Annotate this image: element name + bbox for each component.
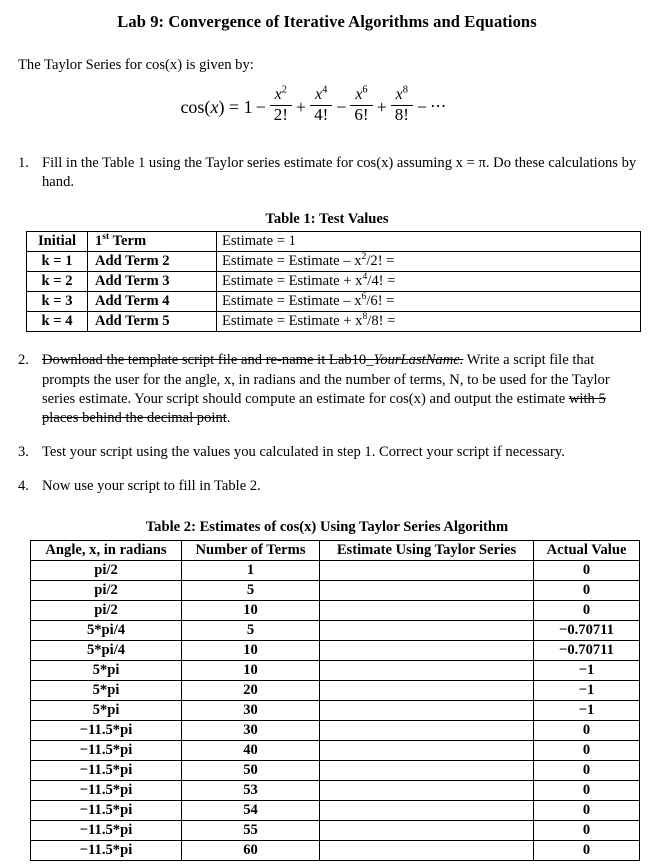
table2-cell-actual: 0	[534, 600, 640, 620]
equation-fraction-4	[391, 84, 413, 124]
taylor-series-equation	[0, 74, 654, 146]
table2-cell-terms: 30	[182, 720, 320, 740]
list-item-text: Test your script using the values you calculated in step 1. Correct your script if necessary.	[42, 444, 565, 461]
table2-cell-terms: 40	[182, 740, 320, 760]
table2-cell-angle: 5*pi/4	[31, 640, 182, 660]
equation-op-1: −	[255, 96, 266, 117]
table-row	[27, 232, 641, 252]
table2-cell-actual: −1	[534, 680, 640, 700]
table2-header-estimate: Estimate Using Taylor Series	[320, 540, 534, 560]
list-item-3	[0, 443, 654, 462]
table2-cell-terms: 20	[182, 680, 320, 700]
table2-cell-actual: −1	[534, 700, 640, 720]
table2-cell-actual: 0	[534, 820, 640, 840]
table-row	[31, 680, 640, 700]
table2-cell-estimate[interactable]	[320, 620, 534, 640]
table2-header-actual: Actual Value	[534, 540, 640, 560]
list-marker: 3.	[18, 444, 29, 461]
table1-caption: Table 1: Test Values	[265, 211, 389, 228]
table2-header-terms: Number of Terms	[182, 540, 320, 560]
equation-lhs: cos(x) = 1	[180, 96, 253, 117]
table-row	[31, 560, 640, 580]
table2-cell-angle: −11.5*pi	[31, 720, 182, 740]
table2-cell-estimate[interactable]	[320, 580, 534, 600]
table-row	[31, 660, 640, 680]
table2-cell-terms: 54	[182, 800, 320, 820]
table1-cell-term: Add Term 5	[88, 312, 217, 332]
table2-cell-terms: 5	[182, 620, 320, 640]
table2-cell-estimate[interactable]	[320, 760, 534, 780]
table2-cell-actual: −0.70711	[534, 640, 640, 660]
fraction-denominator: 8!	[394, 104, 409, 124]
table2-caption: Table 2: Estimates of cos(x) Using Taylor Series Algorithm	[145, 518, 509, 535]
table2-header-row	[31, 540, 640, 560]
table-row	[31, 800, 640, 820]
table2-cell-estimate[interactable]	[320, 820, 534, 840]
table2-cell-angle: 5*pi	[31, 680, 182, 700]
table-row	[27, 292, 641, 312]
equation-op-2: +	[295, 96, 307, 117]
table2-cell-terms: 60	[182, 840, 320, 860]
list-item-text: Fill in the Table 1 using the Taylor series estimate for cos(x) assuming x = π. Do these calculations by hand.	[42, 155, 637, 191]
table2-cell-terms: 1	[182, 560, 320, 580]
table-row	[31, 620, 640, 640]
list-marker: 4.	[18, 478, 29, 495]
fraction-denominator: 6!	[354, 104, 369, 124]
table2-cell-terms: 5	[182, 580, 320, 600]
table2-cell-terms: 50	[182, 760, 320, 780]
table1-cell-initial: k = 2	[27, 272, 88, 292]
table2-cell-actual: 0	[534, 760, 640, 780]
equation-op-4: +	[376, 96, 387, 117]
table-row	[27, 272, 641, 292]
table-row	[27, 312, 641, 332]
table2-cell-terms: 53	[182, 780, 320, 800]
table1-cell-term: 1st Term	[88, 232, 217, 252]
table1-cell-initial: k = 4	[27, 312, 88, 332]
table2-cell-angle: 5*pi	[31, 700, 182, 720]
table-row	[31, 840, 640, 860]
table2-cell-estimate[interactable]	[320, 800, 534, 820]
table2-cell-terms: 10	[182, 660, 320, 680]
fraction-denominator: 4!	[314, 104, 329, 124]
table2-cell-actual: 0	[534, 800, 640, 820]
table1	[26, 231, 641, 332]
table2-cell-terms: 30	[182, 700, 320, 720]
list-item-text-end: .	[226, 410, 231, 427]
table1-cell-initial: k = 3	[27, 292, 88, 312]
table2-cell-actual: 0	[534, 840, 640, 860]
table-row	[31, 720, 640, 740]
fraction-denominator: 2!	[273, 104, 288, 124]
table2-cell-angle: −11.5*pi	[31, 760, 182, 780]
list-item-text: Now use your script to fill in Table 2.	[42, 478, 261, 495]
table2-cell-angle: 5*pi/4	[31, 620, 182, 640]
table2-cell-actual: −0.70711	[534, 620, 640, 640]
fraction-numerator: $x^6$	[355, 84, 368, 103]
table-row	[31, 580, 640, 600]
table1-wrapper	[0, 228, 654, 332]
equation-ellipsis: ⋯	[430, 97, 448, 115]
table2-cell-estimate[interactable]	[320, 660, 534, 680]
table2-cell-angle: pi/2	[31, 600, 182, 620]
table1-cell-estimate: Estimate = Estimate + $x^8/8$! =	[217, 312, 641, 332]
table1-cell-term: Add Term 3	[88, 272, 217, 292]
table1-cell-estimate: Estimate = 1	[217, 232, 641, 252]
fraction-numerator: $x^2$	[274, 84, 288, 103]
table2-cell-estimate[interactable]	[320, 640, 534, 660]
equation-expression	[180, 84, 448, 125]
table-row	[31, 640, 640, 660]
table1-cell-initial: k = 1	[27, 252, 88, 272]
table2-cell-estimate[interactable]	[320, 600, 534, 620]
equation-op-3: −	[336, 96, 347, 117]
table-row	[27, 252, 641, 272]
table2-cell-actual: 0	[534, 580, 640, 600]
list-item-4	[0, 477, 654, 496]
table-row	[31, 820, 640, 840]
table2	[30, 540, 640, 861]
table-row	[31, 700, 640, 720]
table2-cell-terms: 10	[182, 600, 320, 620]
table1-cell-initial: Initial	[27, 232, 88, 252]
table2-cell-terms: 55	[182, 820, 320, 840]
table2-body	[31, 560, 640, 860]
table-row	[31, 780, 640, 800]
equation-fraction-2	[310, 84, 332, 124]
table2-cell-estimate[interactable]	[320, 680, 534, 700]
table2-cell-estimate[interactable]	[320, 740, 534, 760]
equation-op-trailing: −	[416, 96, 428, 117]
list-item-2	[0, 351, 654, 428]
equation-fraction-3	[350, 84, 372, 124]
table2-cell-angle: −11.5*pi	[31, 800, 182, 820]
struck-text-filename: Download the template script file and re-name it Lab10_YourLastName.	[42, 352, 464, 369]
table1-cell-estimate: Estimate = Estimate + $x^4/4$! =	[217, 272, 641, 292]
table2-cell-estimate[interactable]	[320, 780, 534, 800]
table2-cell-estimate[interactable]	[320, 700, 534, 720]
table2-cell-actual: 0	[534, 560, 640, 580]
table2-cell-angle: pi/2	[31, 580, 182, 600]
table2-cell-actual: 0	[534, 740, 640, 760]
list-item-text: Write a script file that prompts the user for the angle, x, in radians and the number of terms, N, to be used for the Taylor series estimate. Your script should compute an estimate for cos(x) and output the estimate	[42, 352, 610, 407]
list-item-1	[0, 154, 654, 192]
table2-cell-estimate[interactable]	[320, 840, 534, 860]
table2-cell-angle: −11.5*pi	[31, 780, 182, 800]
table2-cell-angle: pi/2	[31, 560, 182, 580]
table1-cell-term: Add Term 4	[88, 292, 217, 312]
table2-cell-estimate[interactable]	[320, 720, 534, 740]
table2-cell-terms: 10	[182, 640, 320, 660]
list-marker: 2.	[18, 352, 29, 369]
table2-cell-angle: −11.5*pi	[31, 740, 182, 760]
table-row	[31, 600, 640, 620]
table1-cell-term: Add Term 2	[88, 252, 217, 272]
table2-cell-actual: 0	[534, 720, 640, 740]
table2-wrapper	[0, 536, 654, 861]
fraction-numerator: $x^4$	[314, 84, 328, 103]
table2-cell-angle: 5*pi	[31, 660, 182, 680]
table-row	[31, 740, 640, 760]
page-title: Lab 9: Convergence of Iterative Algorithms and Equations	[117, 12, 537, 31]
table2-cell-angle: −11.5*pi	[31, 840, 182, 860]
table1-cell-estimate: Estimate = Estimate – $x^2/2$! =	[217, 252, 641, 272]
table-row	[31, 760, 640, 780]
struck-text-decimal: with 5 places behind the decimal point	[42, 390, 606, 427]
table1-cell-estimate: Estimate = Estimate – $x^6/6$! =	[217, 292, 641, 312]
table2-cell-angle: −11.5*pi	[31, 820, 182, 840]
fraction-numerator: $x^8$	[395, 84, 408, 103]
table2-cell-actual: 0	[534, 780, 640, 800]
equation-fraction-1	[270, 84, 292, 124]
list-marker: 1.	[18, 155, 29, 171]
table2-cell-estimate[interactable]	[320, 560, 534, 580]
table2-cell-actual: −1	[534, 660, 640, 680]
table2-header-angle: Angle, x, in radians	[31, 540, 182, 560]
intro-paragraph: The Taylor Series for cos(x) is given by:	[18, 57, 254, 73]
